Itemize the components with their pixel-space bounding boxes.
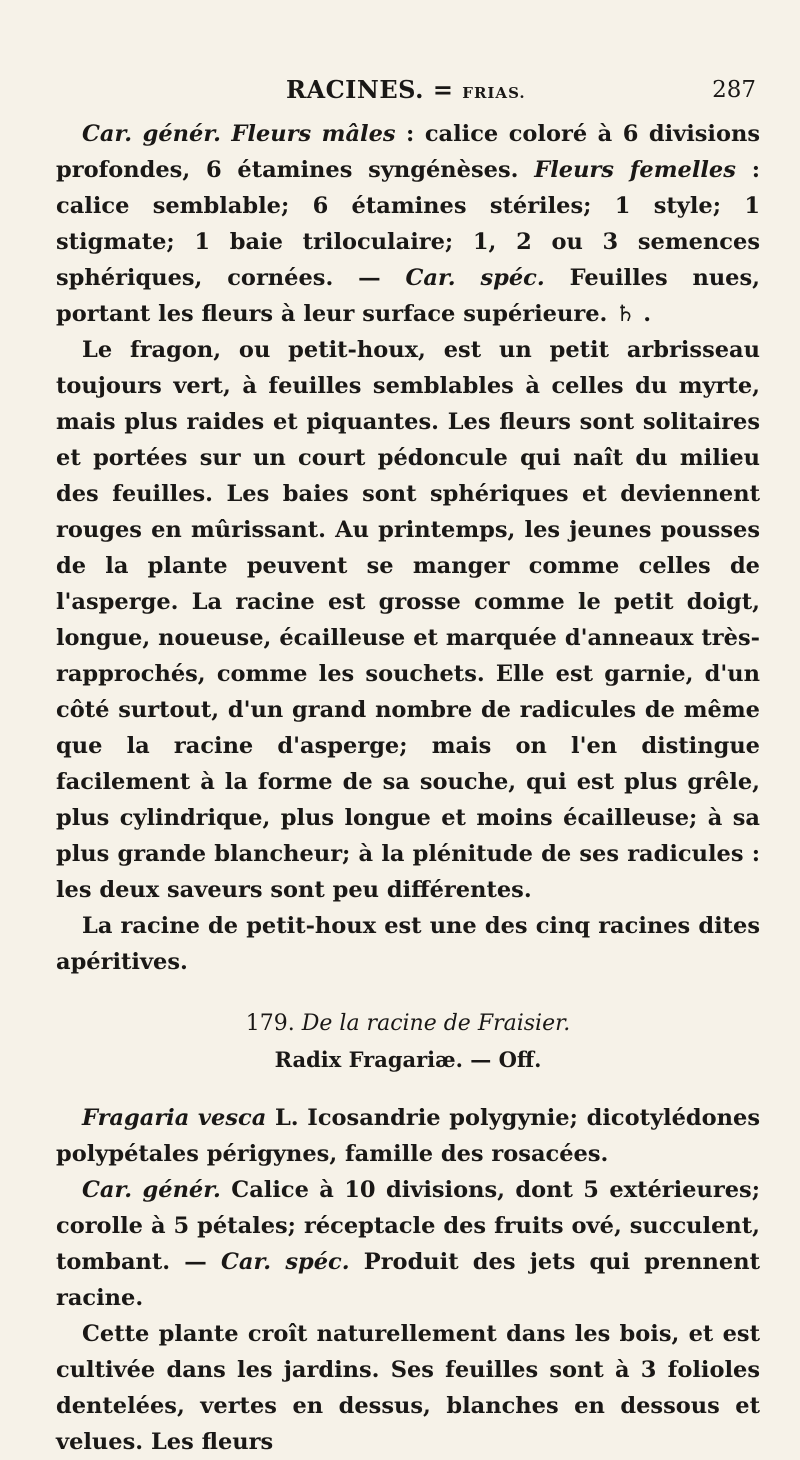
char-text-2: : calice semblable; 6 étamines stériles; 1 style; 1 stigmate; 1 baie triloculaire; 1, 2 ou 3 semences sphériques, cornées. — <box>56 157 761 291</box>
section-subtitle: Radix Fragariæ. — Off. <box>274 1047 542 1072</box>
fragaria-label-specific: Car. spéc. <box>221 1249 350 1275</box>
species-name: Fragaria vesca <box>82 1105 267 1131</box>
characters-paragraph <box>56 116 760 332</box>
char-label-general: Car. génér. Fleurs mâles <box>82 121 396 147</box>
page-number: 287 <box>712 77 756 103</box>
char-text-3: Feuilles nues, portant les fleurs à leur surface supérieure. ♄ . <box>56 265 760 327</box>
section-number: 179. <box>245 1011 295 1036</box>
fragaria-char-text-2: Produit des jets qui prennent racine. <box>56 1249 760 1311</box>
classification-text: L. Icosandrie polygynie; dicotylédones polypétales périgynes, famille des rosacées. <box>56 1105 760 1167</box>
aperitive-paragraph: La racine de petit-houx est une des cinq racines dites apéritives. <box>56 913 760 975</box>
running-title-separator: = <box>423 75 463 104</box>
running-title <box>286 72 526 111</box>
char-text-1: : calice coloré à 6 divisions profondes, 6 étamines syngénèses. <box>56 121 760 183</box>
description-paragraph: Le fragon, ou petit-houx, est un petit arbrisseau toujours vert, à feuilles semblables à celles du myrte, mais plus raides et piquantes. Les fleurs sont solitaires et portées sur un court pédoncule qui naît du milieu des feuilles. Les baies sont sphériques et deviennent rouges en mûrissant. Au printemps, les jeunes pousses de la plante peuvent se manger comme celles de l'asperge. La racine est grosse comme le petit doigt, longue, noueuse, écailleuse et marquée d'anneaux très-rapprochés, comme les souchets. Elle est garnie, d'un côté surtout, d'un grand nombre de radicules de même que la racine d'asperge; mais on l'en distingue facilement à la forme de sa souche, qui est plus grêle, plus cylindrique, plus longue et moins écailleuse; à sa plus grande blancheur; à la plénitude de ses radicules : les deux saveurs sont peu différentes. <box>56 337 760 903</box>
running-title-small: FRIAS. <box>462 84 526 102</box>
fragaria-label-general: Car. génér. <box>82 1177 221 1203</box>
char-label-specific: Car. spéc. <box>405 265 545 291</box>
section-title-text: De la racine de Fraisier. <box>294 1011 571 1036</box>
fragaria-char-text-1: Calice à 10 divisions, dont 5 extérieures; corolle à 5 pétales; réceptacle des fruits ové, succulent, tombant. — <box>56 1177 760 1275</box>
section-heading <box>56 1006 760 1042</box>
habitat-paragraph: Cette plante croît naturellement dans les bois, et est cultivée dans les jardins. Ses feuilles sont à 3 folioles dentelées, vertes en dessus, blanches en dessous et velues. Les fleurs <box>56 1321 760 1455</box>
classification-paragraph <box>56 1100 760 1172</box>
page-header <box>56 70 760 110</box>
running-title-main: RACINES. <box>286 75 424 104</box>
char-label-female: Fleurs femelles <box>534 157 736 183</box>
fragaria-characters-paragraph <box>56 1172 760 1316</box>
